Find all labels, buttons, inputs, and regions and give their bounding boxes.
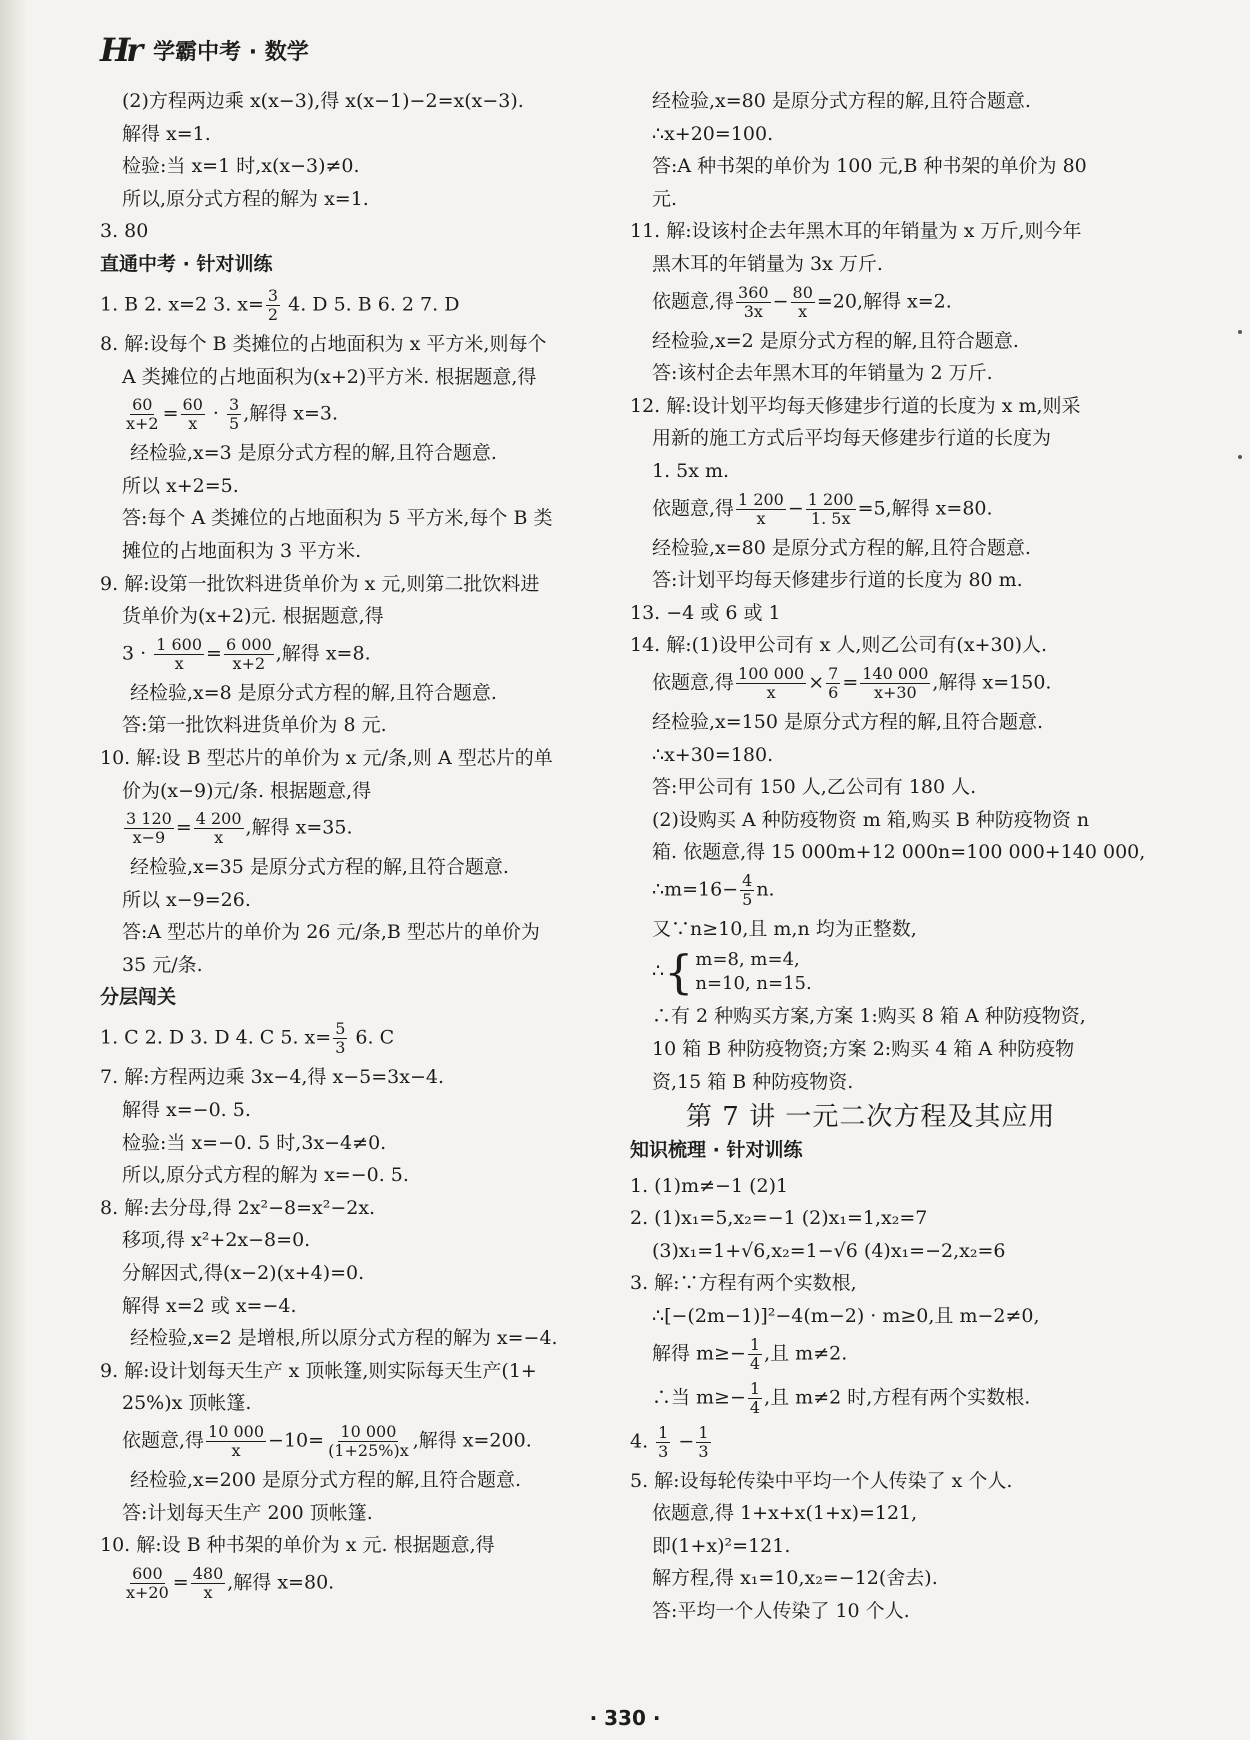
text-line: [630, 567, 1170, 594]
text-line: [630, 807, 1170, 834]
text-run: 经检验,x=35 是原分式方程的解,且符合题意.: [130, 856, 509, 879]
brace-symbol: {: [664, 945, 694, 1000]
fraction-numerator: 3: [267, 285, 279, 305]
fraction-denominator: x: [203, 1582, 213, 1602]
text-line: [100, 636, 620, 673]
text-run: 1. (1)m≠−1 (2)1: [630, 1174, 789, 1197]
text-line: [630, 121, 1170, 148]
text-run: (2)方程两边乘 x(x−3),得 x(x−1)−2=x(x−3).: [122, 90, 524, 112]
fraction-numerator: 140 000: [862, 663, 929, 683]
text-line: [100, 88, 620, 115]
fraction-denominator: (1+25%)x: [328, 1441, 409, 1460]
chapter-title: 第 7 讲 一元二次方程及其应用: [686, 1101, 1056, 1132]
text-run: 摊位的占地面积为 3 平方米.: [122, 539, 362, 562]
text-line: [100, 1565, 620, 1602]
fraction-denominator: 2: [267, 304, 279, 324]
text-run: 6. C: [349, 1026, 395, 1049]
fraction-denominator: 3x: [743, 301, 763, 321]
text-run: 5. 解:设每轮传染中平均一个人传染了 x 个人.: [630, 1469, 1013, 1492]
text-run: 答:甲公司有 150 人,乙公司有 180 人.: [652, 776, 977, 799]
text-line: [100, 1293, 620, 1320]
text-run: 检验:当 x=−0. 5 时,3x−4≠0.: [122, 1131, 387, 1154]
text-run: 9. 解:设第一批饮料进货单价为 x 元,则第二批饮料进: [100, 572, 540, 595]
text-run: A 类摊位的占地面积为(x+2)平方米. 根据题意,得: [122, 365, 537, 388]
text-line: [100, 1467, 620, 1494]
text-line: [630, 774, 1170, 801]
fraction-numerator: 1: [749, 1334, 761, 1354]
text-line: [630, 632, 1170, 659]
text-line: [630, 1036, 1170, 1063]
text-run: 8. 解:设每个 B 类摊位的占地面积为 x 平方米,则每个: [100, 332, 547, 355]
fraction: [124, 1565, 171, 1602]
text-run: ∴x+30=180.: [652, 743, 774, 766]
fraction: [124, 810, 174, 847]
text-run: 答:平均一个人传染了 10 个人.: [652, 1600, 910, 1622]
text-run: 14. 解:(1)设甲公司有 x 人,则乙公司有(x+30)人.: [630, 634, 1048, 657]
fraction-denominator: x: [766, 682, 776, 702]
fraction-denominator: x+20: [126, 1582, 169, 1602]
text-run: 资,15 箱 B 种防疫物资.: [652, 1070, 854, 1093]
text-line: [100, 538, 620, 565]
text-line: [630, 535, 1170, 562]
fraction: [326, 1423, 411, 1460]
text-run: 所以,原分式方程的解为 x=1.: [122, 187, 369, 210]
fraction-numerator: 3: [229, 395, 240, 415]
text-run: 依题意,得: [652, 671, 735, 694]
text-run: −10=: [268, 1429, 325, 1452]
text-line: [100, 887, 620, 914]
text-line: [100, 854, 620, 881]
text-line: [100, 1162, 620, 1189]
text-line: [100, 1532, 620, 1559]
text-run: 经检验,x=80 是原分式方程的解,且符合题意.: [652, 536, 1031, 559]
text-run: 10 箱 B 种防疫物资;方案 2:购买 4 箱 A 种防疫物: [652, 1038, 1075, 1061]
text-run: 所以 x+2=5.: [122, 474, 239, 497]
fraction-denominator: x+30: [873, 682, 917, 702]
text-line: [630, 284, 1170, 321]
text-line: [100, 1195, 620, 1222]
text-run: 又∵n≥10,且 m,n 均为正整数,: [652, 917, 917, 940]
text-line: [630, 186, 1170, 213]
text-run: 经检验,x=8 是原分式方程的解,且符合题意.: [130, 681, 497, 704]
text-line: [630, 1565, 1170, 1592]
fraction-denominator: 6: [828, 682, 839, 702]
text-run: ,解得 x=3.: [243, 402, 339, 425]
text-run: 1. B 2. x=2 3. x=: [100, 293, 264, 316]
text-run: 箱. 依题意,得 15 000m+12 000n=100 000+140 000,: [652, 841, 1146, 864]
text-run: (2)设购买 A 种防疫物资 m 箱,购买 B 种防疫物资 n: [652, 808, 1090, 831]
text-run: ·: [206, 402, 226, 425]
text-line: [630, 1303, 1170, 1330]
fraction: [696, 1424, 710, 1461]
text-run: 9. 解:设计划每天生产 x 顶帐篷,则实际每天生产(1+: [100, 1359, 537, 1382]
fraction: [333, 1020, 347, 1057]
text-line: [630, 1598, 1170, 1625]
text-line: [630, 1468, 1170, 1495]
fraction-denominator: 3: [658, 1441, 669, 1461]
text-line: [630, 1424, 1170, 1461]
text-line: [100, 331, 620, 358]
text-run: ∴当 m≥−: [652, 1386, 746, 1409]
text-run: ,解得 x=8.: [275, 642, 371, 665]
text-run: 3 ·: [122, 642, 153, 665]
text-line: [100, 919, 620, 946]
text-run: 经检验,x=80 是原分式方程的解,且符合题意.: [652, 90, 1031, 112]
text-line: [100, 1500, 620, 1527]
brace-group: [664, 945, 812, 1000]
text-line: [630, 425, 1170, 452]
fraction-denominator: 4: [749, 1397, 761, 1417]
fraction-numerator: 1: [749, 1378, 761, 1398]
section-heading: 分层闯关: [100, 986, 177, 1009]
text-run: 经检验,x=2 是增根,所以原分式方程的解为 x=−4.: [130, 1327, 558, 1350]
text-line: [630, 742, 1170, 769]
text-line: [100, 1325, 620, 1352]
text-run: 答:该村企去年黑木耳的年销量为 2 万斤.: [652, 362, 993, 385]
text-line: [100, 1423, 620, 1460]
text-line: [630, 458, 1170, 485]
text-run: 答:计划每天生产 200 顶帐篷.: [122, 1501, 373, 1524]
text-run: ,解得 x=80.: [227, 1571, 335, 1594]
fraction-numerator: 60: [132, 395, 153, 415]
page-header: [100, 30, 1180, 70]
text-run: ∴[−(2m−1)]²−4(m−2) · m≥0,且 m−2≠0,: [652, 1305, 1040, 1328]
text-line: [630, 1238, 1170, 1265]
fraction-denominator: 5: [742, 889, 753, 909]
scan-mark: [1238, 455, 1242, 459]
text-line: [630, 916, 1170, 943]
fraction-numerator: 6 000: [225, 634, 272, 654]
fraction-numerator: 1: [698, 1422, 709, 1442]
text-run: ,解得 x=35.: [245, 816, 353, 839]
text-line: [100, 1064, 620, 1091]
text-line: [630, 360, 1170, 387]
fraction-denominator: x+2: [232, 653, 266, 673]
text-line: [100, 1390, 620, 1417]
fraction: [181, 396, 205, 433]
text-run: 1. 5x m.: [652, 459, 730, 482]
text-run: 3. 80: [100, 220, 149, 243]
text-run: ,解得 x=150.: [932, 671, 1052, 694]
text-run: 依题意,得: [652, 497, 735, 520]
text-run: 7. 解:方程两边乘 3x−4,得 x−5=3x−4.: [100, 1066, 444, 1089]
text-line: [100, 778, 620, 805]
text-run: 经检验,x=200 是原分式方程的解,且符合题意.: [130, 1469, 522, 1491]
text-run: 用新的施工方式后平均每天修建步行道的长度为: [652, 427, 1052, 450]
text-line: [100, 396, 620, 433]
text-run: ×: [808, 671, 825, 694]
book-title: 学霸中考 · 数学: [153, 39, 309, 65]
text-run: 3. 解:∵方程有两个实数根,: [630, 1272, 857, 1295]
text-run: 解得 m≥−: [652, 1342, 746, 1365]
text-run: =5,解得 x=80.: [857, 497, 993, 520]
fraction-numerator: 60: [182, 395, 203, 415]
text-run: 检验:当 x=1 时,x(x−3)≠0.: [122, 155, 360, 178]
text-line: [630, 600, 1170, 627]
text-run: =: [206, 642, 222, 665]
text-run: 25%)x 顶帐篷.: [122, 1392, 252, 1415]
text-run: 经检验,x=150 是原分式方程的解,且符合题意.: [652, 710, 1044, 733]
fraction-numerator: 80: [792, 282, 813, 302]
text-run: 答:计划平均每天修建步行道的长度为 80 m.: [652, 569, 1023, 592]
text-line: [100, 364, 620, 391]
scan-mark: [1238, 330, 1242, 334]
text-run: (3)x₁=1+√6,x₂=1−√6 (4)x₁=−2,x₂=6: [652, 1239, 1006, 1262]
text-line: [630, 153, 1170, 180]
fraction-numerator: 1 200: [807, 489, 854, 509]
fraction-numerator: 360: [738, 282, 769, 302]
text-run: 2. (1)x₁=5,x₂=−1 (2)x₁=1,x₂=7: [630, 1207, 928, 1230]
left-column: [100, 88, 620, 1609]
text-line: [100, 603, 620, 630]
text-run: 货单价为(x+2)元. 根据题意,得: [122, 605, 384, 628]
text-run: 答:第一批饮料进货单价为 8 元.: [122, 714, 387, 737]
fraction: [736, 284, 771, 321]
text-line: [630, 709, 1170, 736]
fraction-denominator: 3: [335, 1038, 346, 1058]
text-run: n.: [756, 878, 775, 901]
text-line: [100, 473, 620, 500]
text-line: [100, 440, 620, 467]
text-run: 价为(x−9)元/条. 根据题意,得: [122, 779, 372, 802]
fraction-numerator: 480: [192, 1563, 224, 1583]
text-line: [100, 745, 620, 772]
text-run: 35 元/条.: [122, 953, 203, 976]
equation-row: m=8, m=4,: [695, 949, 800, 971]
text-line: [100, 218, 620, 245]
text-line: [630, 1500, 1170, 1527]
page-binding-edge: [0, 0, 28, 1740]
text-line: [100, 1358, 620, 1385]
text-line: [630, 839, 1170, 866]
fraction-numerator: 3 120: [126, 809, 172, 829]
fraction: [154, 636, 204, 673]
fraction: [736, 491, 786, 528]
fraction: [791, 284, 815, 321]
fraction-numerator: 10 000: [340, 1422, 397, 1441]
text-run: ∴x+20=100.: [652, 122, 774, 145]
text-run: 经检验,x=2 是原分式方程的解,且符合题意.: [652, 329, 1019, 352]
text-line: [630, 1003, 1170, 1030]
text-run: ∴: [652, 960, 665, 983]
text-run: 12. 解:设计划平均每天修建步行道的长度为 x m,则采: [630, 394, 1081, 417]
fraction-numerator: 10 000: [208, 1422, 265, 1441]
text-run: 11. 解:设该村企去年黑木耳的年销量为 x 万斤,则今年: [630, 220, 1082, 243]
text-line: [630, 1173, 1170, 1200]
text-run: 13. −4 或 6 或 1: [630, 601, 781, 624]
fraction: [124, 396, 161, 433]
text-run: 经检验,x=3 是原分式方程的解,且符合题意.: [130, 442, 497, 465]
text-line: [100, 571, 620, 598]
text-run: 答:A 种书架的单价为 100 元,B 种书架的单价为 80: [652, 155, 1087, 178]
text-line: [100, 680, 620, 707]
fraction: [191, 1565, 226, 1602]
text-line: [630, 1336, 1170, 1373]
text-line: [630, 251, 1170, 278]
text-run: =: [175, 816, 192, 839]
text-run: ,解得 x=200.: [412, 1429, 532, 1452]
text-run: 4. D 5. B 6. 2 7. D: [282, 293, 460, 316]
text-run: −: [787, 497, 804, 520]
fraction: [748, 1380, 762, 1417]
text-run: −: [672, 1430, 695, 1453]
text-line: [100, 1227, 620, 1254]
text-run: 依题意,得: [652, 290, 735, 313]
text-line: [630, 1205, 1170, 1232]
text-run: 1. C 2. D 3. D 4. C 5. x=: [100, 1026, 332, 1049]
text-line: [100, 810, 620, 847]
text-line: [630, 88, 1170, 115]
brand-logo: Hr: [100, 31, 140, 69]
fraction: [227, 396, 241, 433]
text-run: 解方程,得 x₁=10,x₂=−12(舍去).: [652, 1567, 938, 1590]
text-run: 依题意,得 1+x+x(1+x)=121,: [652, 1502, 918, 1525]
text-run: ,且 m≠2 时,方程有两个实数根.: [764, 1386, 1031, 1409]
text-run: 8. 解:去分母,得 2x²−8=x²−2x.: [100, 1196, 376, 1219]
fraction-denominator: 1. 5x: [810, 508, 851, 528]
fraction: [748, 1336, 762, 1373]
text-run: 解得 x=−0. 5.: [122, 1099, 251, 1122]
text-line: [100, 186, 620, 213]
fraction-denominator: 3: [698, 1441, 709, 1461]
text-run: 所以,原分式方程的解为 x=−0. 5.: [122, 1164, 409, 1187]
fraction: [740, 872, 754, 909]
text-line: [630, 1069, 1170, 1096]
fraction-denominator: x−9: [132, 828, 166, 848]
fraction-numerator: 1 600: [156, 634, 203, 654]
fraction: [736, 665, 806, 702]
fraction: [656, 1424, 670, 1461]
text-line: [630, 872, 1170, 909]
text-line: [630, 328, 1170, 355]
text-run: 即(1+x)²=121.: [652, 1534, 791, 1557]
fraction-numerator: 4 200: [195, 809, 242, 829]
page-number: · 330 ·: [589, 1706, 661, 1730]
text-line: [630, 1380, 1170, 1417]
text-run: 答:每个 A 类摊位的占地面积为 5 平方米,每个 B 类: [122, 507, 553, 530]
text-run: 移项,得 x²+2x−8=0.: [122, 1229, 311, 1252]
text-run: =: [842, 671, 859, 694]
fraction-numerator: 4: [742, 870, 753, 890]
fraction-denominator: 4: [749, 1353, 761, 1373]
fraction-denominator: x: [188, 414, 198, 434]
text-run: 依题意,得: [122, 1429, 205, 1452]
text-run: 所以 x−9=26.: [122, 888, 251, 911]
fraction-numerator: 1 200: [738, 489, 784, 509]
fraction: [224, 636, 274, 673]
section-heading: 知识梳理 · 针对训练: [630, 1138, 803, 1161]
text-run: 分解因式,得(x−2)(x+4)=0.: [122, 1262, 365, 1285]
text-line: [630, 491, 1170, 528]
text-line: [100, 287, 620, 324]
fraction-numerator: 600: [132, 1563, 163, 1583]
text-run: 解得 x=2 或 x=−4.: [122, 1294, 297, 1317]
text-run: −: [772, 290, 789, 313]
text-run: 10. 解:设 B 型芯片的单价为 x 元/条,则 A 型芯片的单: [100, 746, 553, 769]
system-of-equations: [630, 945, 1170, 1000]
equation-row: n=10, n=15.: [695, 973, 812, 995]
text-run: 元.: [652, 187, 678, 210]
text-line: [100, 153, 620, 180]
fraction-numerator: 100 000: [738, 663, 805, 683]
text-line: [100, 952, 620, 979]
section-heading: 直通中考 · 针对训练: [100, 252, 273, 275]
fraction-denominator: x: [798, 301, 808, 321]
fraction: [206, 1423, 266, 1460]
fraction-denominator: x: [174, 653, 184, 673]
fraction: [826, 665, 840, 702]
text-line: [100, 505, 620, 532]
text-run: 4.: [630, 1430, 655, 1453]
text-line: [100, 1020, 620, 1057]
fraction-numerator: 5: [335, 1019, 346, 1039]
text-run: 答:A 型芯片的单价为 26 元/条,B 型芯片的单价为: [122, 921, 540, 944]
text-run: =20,解得 x=2.: [816, 290, 952, 313]
fraction-denominator: x: [231, 1441, 241, 1460]
right-column: [630, 88, 1170, 1631]
text-line: [100, 712, 620, 739]
text-run: =: [172, 1571, 189, 1594]
text-line: [630, 1533, 1170, 1560]
text-line: [100, 1130, 620, 1157]
fraction-denominator: x: [756, 508, 766, 528]
text-line: [630, 218, 1170, 245]
text-run: =: [162, 402, 179, 425]
fraction-denominator: 5: [229, 414, 240, 434]
text-line: [100, 1097, 620, 1124]
text-line: [100, 1260, 620, 1287]
text-line: [630, 665, 1170, 702]
text-run: ∴m=16−: [652, 878, 739, 901]
fraction: [860, 665, 930, 702]
text-line: [100, 121, 620, 148]
fraction-denominator: x: [214, 828, 224, 848]
fraction: [266, 287, 280, 324]
text-line: [630, 393, 1170, 420]
text-run: 黑木耳的年销量为 3x 万斤.: [652, 252, 883, 275]
text-run: 10. 解:设 B 种书架的单价为 x 元. 根据题意,得: [100, 1534, 495, 1557]
fraction-numerator: 1: [658, 1422, 669, 1442]
fraction: [194, 810, 244, 847]
fraction-numerator: 7: [828, 663, 839, 683]
fraction-denominator: x+2: [126, 414, 159, 434]
fraction: [806, 491, 856, 528]
text-run: ∴有 2 种购买方案,方案 1:购买 8 箱 A 种防疫物资,: [652, 1005, 1086, 1028]
text-run: ,且 m≠2.: [764, 1342, 848, 1365]
text-line: [630, 1270, 1170, 1297]
text-run: 解得 x=1.: [122, 122, 211, 145]
